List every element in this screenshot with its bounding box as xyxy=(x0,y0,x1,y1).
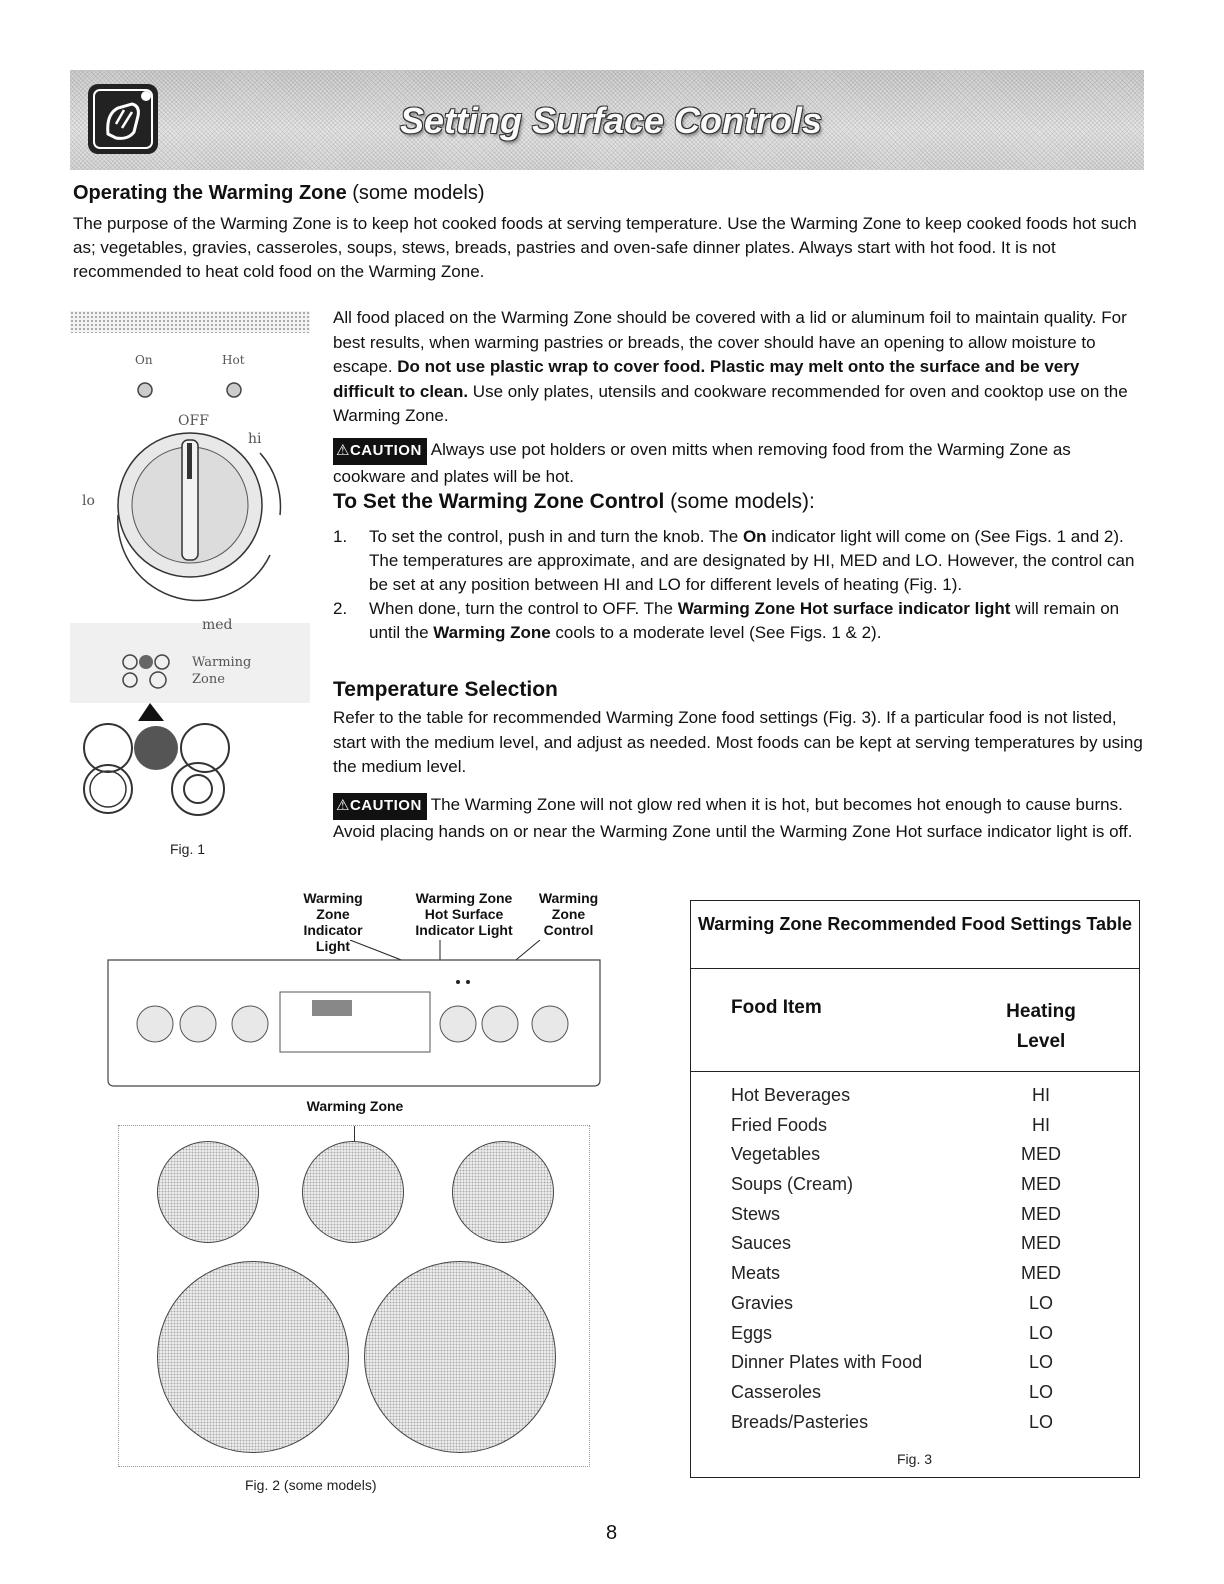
food-item-cell: Meats xyxy=(731,1263,781,1284)
food-item-cell: Breads/Pasteries xyxy=(731,1411,869,1432)
figure-1 xyxy=(70,305,315,865)
operating-heading-bold: Operating the Warming Zone xyxy=(73,182,347,204)
step1-text-a: To set the control, push in and turn the knob. The xyxy=(369,527,743,546)
operating-intro: The purpose of the Warming Zone is to keep hot cooked foods at serving temperature. Use the Warming Zone to keep cooked foods hot such as; vegetables, gravies, casseroles, soups, stews, breads, pastries and oven-safe dinner plates. Always start with hot food. It is not recommended to heat cold food on the Warming Zone. xyxy=(73,214,1137,281)
food-item-cell: Dinner Plates with Food xyxy=(731,1352,923,1373)
burner-right-rear xyxy=(452,1141,554,1243)
cooktop-drawing xyxy=(118,1125,590,1467)
table-row xyxy=(691,1174,1139,1204)
heating-level-cell: LO xyxy=(1028,1322,1053,1343)
covering-text1: All food placed on the Warming Zone should be covered with a lid or aluminum foil to maintain quality. For best results, when warming pastries or breads, the cover should have an opening to allow moisture to escape. xyxy=(333,308,1127,376)
food-item-cell: Hot Beverages xyxy=(731,1085,851,1105)
table-row xyxy=(691,1204,1139,1234)
heating-level-cell: MED xyxy=(1021,1203,1061,1224)
step1-text-c: indicator light will come on (See Figs. 1 and 2). The temperatures are approximate, and are designated by HI, MED and LO. However, the control can be set at any position between HI and LO for different levels of heating (Fig. 1). xyxy=(369,527,1135,594)
food-item-cell: Stews xyxy=(731,1203,781,1224)
table-title: Warming Zone Recommended Food Settings Table xyxy=(691,901,1139,969)
heating-level-cell: MED xyxy=(1021,1174,1061,1195)
on-label: On xyxy=(135,353,153,367)
step2-text-e: cools to a moderate level (See Figs. 1 & 2). xyxy=(550,623,882,642)
callout-indicator-light: Warming Zone Indicator Light xyxy=(303,890,363,954)
table-divider xyxy=(691,1071,1139,1072)
warming-zone-label: Warming Zone xyxy=(306,1098,404,1114)
table-row xyxy=(691,1352,1139,1382)
set-control-heading-suffix: (some models): xyxy=(664,490,815,513)
food-item-cell: Soups (Cream) xyxy=(731,1174,854,1195)
hi-label: hi xyxy=(248,431,262,447)
caution-badge: ⚠CAUTION xyxy=(333,793,427,820)
operating-heading xyxy=(73,182,485,205)
covering-text2: Use only plates, utensils and cookware recommended for oven and cooktop use on the Warming Zone. xyxy=(333,381,1128,425)
table-row xyxy=(691,1115,1139,1145)
temperature-paragraph: Refer to the table for recommended Warming Zone food settings (Fig. 3). If a particular food is not listed, start with the medium level, and adjust as needed. Most foods can be kept at serving temperatures by using the medium level. xyxy=(333,708,1143,776)
step2-text-b: Warming Zone Hot surface indicator light xyxy=(677,599,1011,618)
food-item-cell: Fried Foods xyxy=(731,1114,828,1135)
table-row xyxy=(691,1293,1139,1323)
page-title: Setting Surface Controls xyxy=(400,100,823,141)
lo-label: lo xyxy=(82,493,95,509)
step1-text-b: On xyxy=(742,527,767,546)
figure-1-drawing xyxy=(70,305,315,865)
step-number: 1. xyxy=(333,527,348,546)
step2-text-d: Warming Zone xyxy=(433,623,551,642)
section-banner xyxy=(70,70,1144,170)
set-control-heading-bold: To Set the Warming Zone Control xyxy=(333,490,665,513)
caution-1 xyxy=(333,438,1133,489)
food-item-cell: Gravies xyxy=(731,1292,794,1313)
step2-text-a: When done, turn the control to OFF. The xyxy=(369,599,678,618)
caution-badge: ⚠CAUTION xyxy=(333,438,427,465)
table-row xyxy=(691,1323,1139,1353)
step2-text-c: will remain on until the xyxy=(369,599,1120,642)
burner-left-rear xyxy=(157,1141,259,1243)
figure-3-caption: Fig. 3 xyxy=(897,1451,933,1467)
set-control-heading xyxy=(333,490,815,514)
heating-level-cell: HI xyxy=(1032,1085,1050,1105)
warming-zone-burner xyxy=(302,1141,404,1243)
operating-heading-suffix: (some models) xyxy=(346,182,485,204)
off-label: OFF xyxy=(178,413,209,429)
list-item xyxy=(333,525,1143,597)
hand-on-surface-icon xyxy=(88,84,158,154)
hot-label: Hot xyxy=(222,353,245,367)
heating-level-cell: LO xyxy=(1028,1352,1053,1373)
heating-level-cell: LO xyxy=(1028,1411,1053,1432)
table-row xyxy=(691,1263,1139,1293)
table-row xyxy=(691,1382,1139,1412)
caution-label: CAUTION xyxy=(349,797,422,814)
figure-1-caption: Fig. 1 xyxy=(170,841,206,857)
caution-2-text: The Warming Zone will not glow red when it is hot, but becomes hot enough to cause burns. Avoid placing hands on or near the Warming Zone until the Warming Zone Hot surface indicator light is off. xyxy=(333,795,1133,841)
temperature-heading: Temperature Selection xyxy=(333,678,558,701)
list-item xyxy=(333,597,1143,645)
set-control-steps xyxy=(333,525,1143,645)
control-panel-drawing xyxy=(100,940,610,1090)
table-row xyxy=(691,1085,1139,1115)
warming-label: Warming xyxy=(192,655,252,670)
caution-label: CAUTION xyxy=(349,442,422,459)
food-settings-table xyxy=(690,900,1140,1478)
heating-level-cell: MED xyxy=(1021,1263,1061,1284)
step-number: 2. xyxy=(333,599,348,618)
table-row xyxy=(691,1144,1139,1174)
burner-left-front xyxy=(157,1261,349,1453)
food-item-cell: Vegetables xyxy=(731,1144,821,1165)
table-rows xyxy=(691,1085,1139,1441)
page-number: 8 xyxy=(606,1522,618,1544)
column-header-food: Food Item xyxy=(731,997,822,1018)
food-item-cell: Eggs xyxy=(731,1322,773,1343)
caution-1-text: Always use pot holders or oven mitts when removing food from the Warming Zone as cookware and plates will be hot. xyxy=(333,440,1071,486)
table-row xyxy=(691,1233,1139,1263)
heating-level-cell: MED xyxy=(1021,1233,1061,1254)
covering-bold: Do not use plastic wrap to cover food. Plastic may melt onto the surface and be very difficult to clean. xyxy=(333,357,1080,401)
heating-level-cell: HI xyxy=(1032,1114,1050,1135)
zone-label: Zone xyxy=(192,672,225,687)
callout-hot-surface-light: Warming Zone Hot Surface Indicator Light xyxy=(415,890,513,938)
callout-warming-control: Warming Zone Control xyxy=(538,890,599,938)
med-label: med xyxy=(202,617,233,633)
table-row xyxy=(691,1412,1139,1442)
heating-level-cell: MED xyxy=(1021,1144,1061,1165)
food-item-cell: Casseroles xyxy=(731,1381,822,1402)
burner-right-front xyxy=(364,1261,556,1453)
food-item-cell: Sauces xyxy=(731,1233,792,1254)
figure-2-caption: Fig. 2 (some models) xyxy=(245,1477,377,1493)
heating-level-cell: LO xyxy=(1028,1381,1053,1402)
column-header-level: Heating Level xyxy=(1006,1001,1076,1052)
heating-level-cell: LO xyxy=(1028,1292,1053,1313)
covering-paragraph xyxy=(333,306,1133,429)
caution-2 xyxy=(333,793,1143,844)
